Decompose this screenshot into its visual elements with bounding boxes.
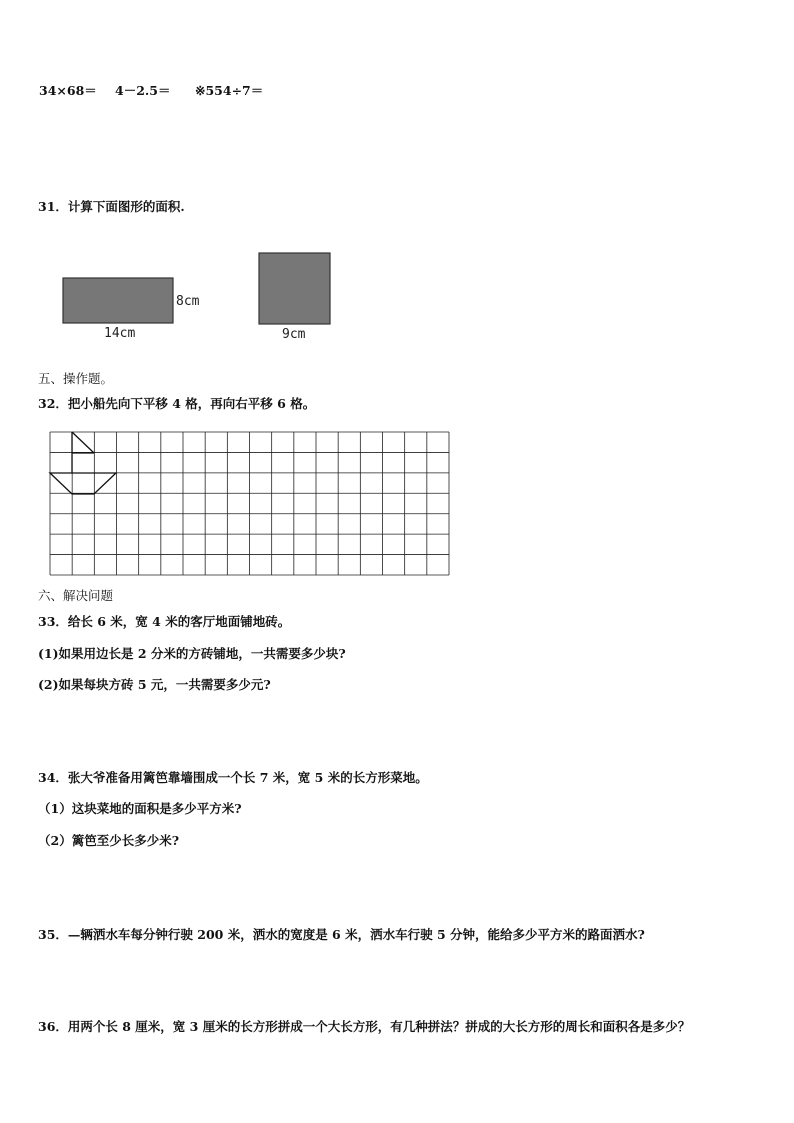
question-35: 35．—辆洒水车每分钟行驶 200 米，洒水的宽度是 6 米，洒水车行驶 5 分钟，能给多少平方米的路面洒水? <box>38 927 645 942</box>
question-34-part-2: （2）篱笆至少长多少米? <box>38 833 180 848</box>
question-31: 31．计算下面图形的面积. <box>38 199 185 214</box>
rectangle-figure <box>63 278 173 323</box>
section-6-title: 六、解决问题 <box>38 588 114 603</box>
question-32: 32．把小船先向下平移 4 格，再向右平移 6 格。 <box>38 396 316 411</box>
calc-item-2: 4－2.5＝ <box>115 83 171 98</box>
question-33: 33．给长 6 米，宽 4 米的客厅地面铺地砖。 <box>38 614 291 629</box>
square-figure <box>259 253 330 324</box>
question-34-part-1: （1）这块菜地的面积是多少平方米? <box>38 801 242 816</box>
translation-grid <box>50 432 449 575</box>
question-36: 36．用两个长 8 厘米，宽 3 厘米的长方形拼成一个大长方形，有几种拼法？拼成的大长方形的周长和面积各是多少？ <box>38 1019 691 1034</box>
rect-width-label: 14cm <box>104 326 136 341</box>
section-5-title: 五、操作题。 <box>38 371 114 386</box>
square-side-label: 9cm <box>282 327 306 342</box>
question-33-part-1: (1)如果用边长是 2 分米的方砖铺地，一共需要多少块? <box>38 646 346 661</box>
question-34: 34．张大爷准备用篱笆靠墙围成一个长 7 米，宽 5 米的长方形菜地。 <box>38 770 428 785</box>
question-33-part-2: (2)如果每块方砖 5 元，一共需要多少元? <box>38 677 271 692</box>
calc-item-1: 34×68＝ <box>39 83 97 98</box>
boat-figure <box>50 432 116 494</box>
calc-item-3: ※554÷7＝ <box>195 83 264 98</box>
rect-height-label: 8cm <box>176 294 200 309</box>
